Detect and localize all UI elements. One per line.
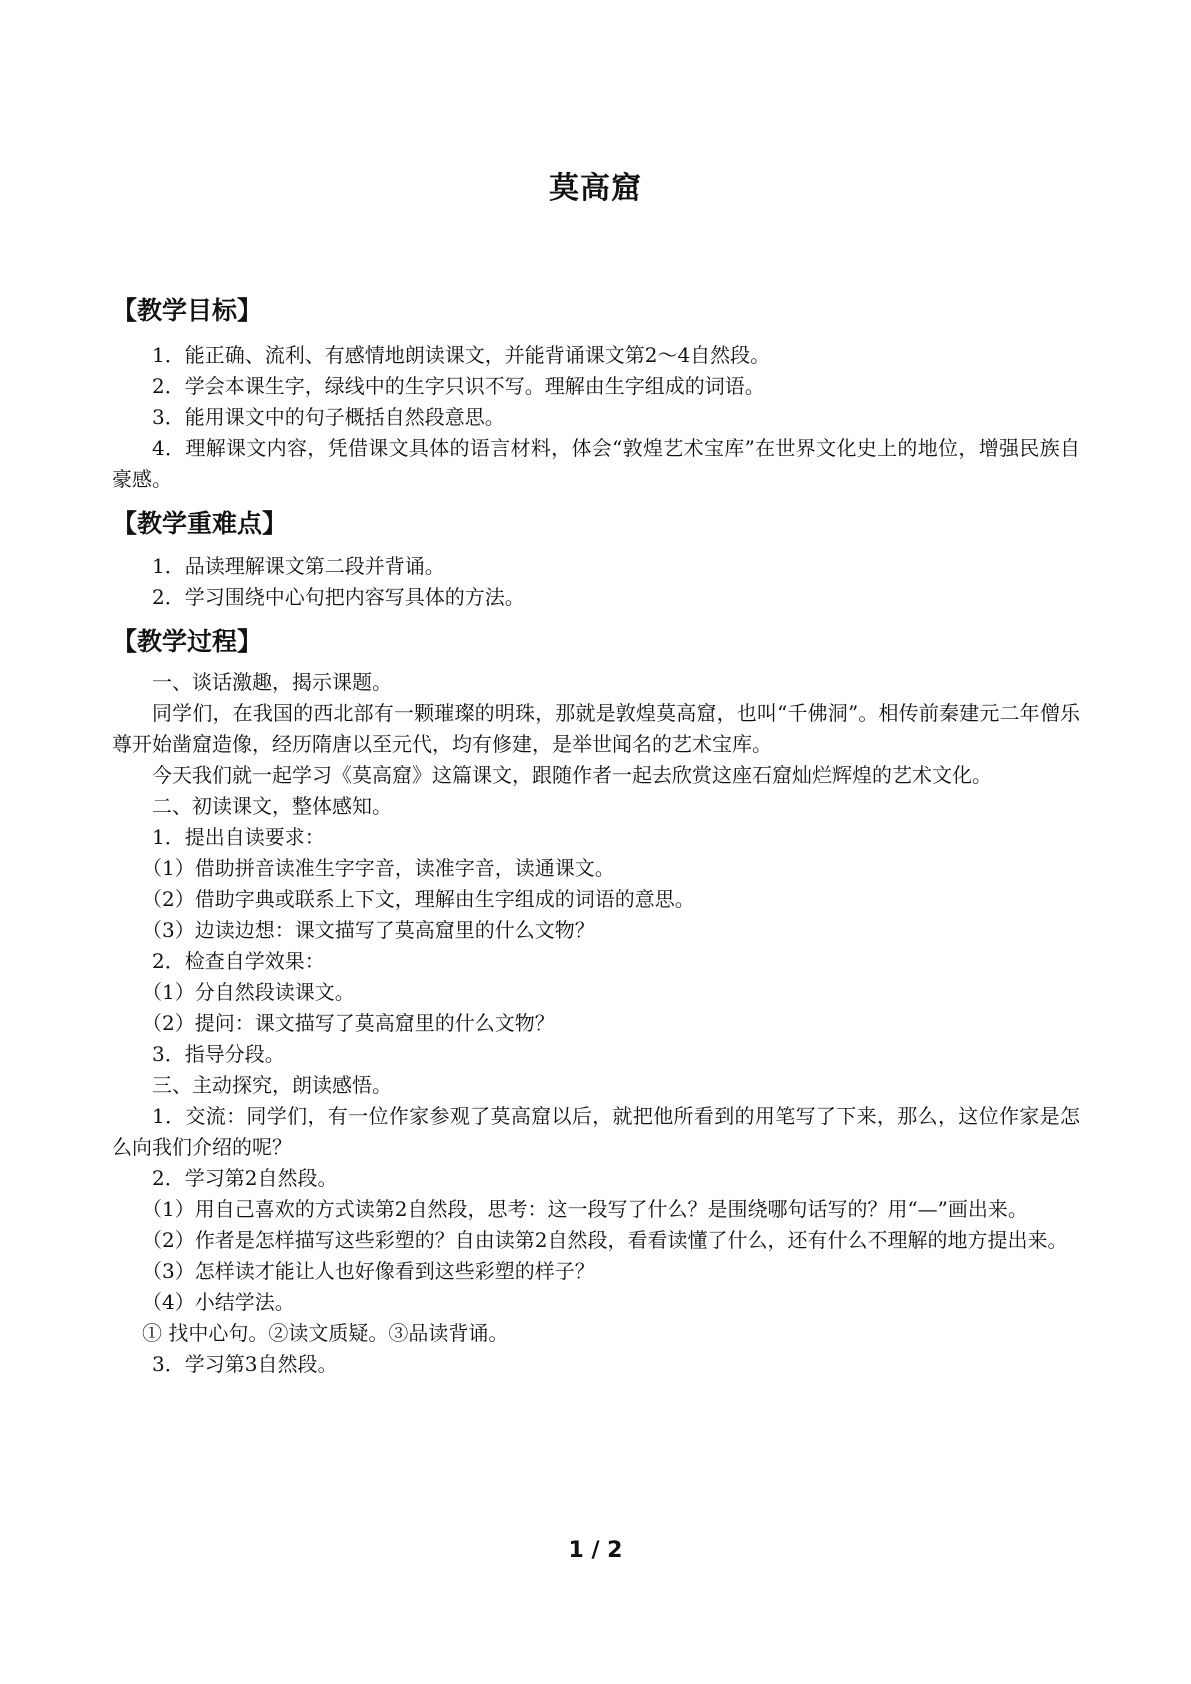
process-paragraph: 今天我们就一起学习《莫高窟》这篇课文，跟随作者一起去欣赏这座石窟灿烂辉煌的艺术文化。 (152, 763, 992, 787)
section-heading-objectives: 【教学目标】 (112, 296, 263, 325)
process-paragraph: 1．提出自读要求： (152, 825, 325, 849)
objective-item: 2．学会本课生字，绿线中的生字只识不写。理解由生字组成的词语。 (152, 374, 765, 398)
section-heading-difficulties: 【教学重难点】 (112, 509, 288, 538)
objective-item: 4．理解课文内容，凭借课文具体的语言材料，体会“敦煌艺术宝库”在世界文化史上的地位，增强民族自豪感。 (112, 436, 1080, 491)
process-paragraph: 二、初读课文，整体感知。 (152, 794, 392, 818)
process-paragraph: （2）提问：课文描写了莫高窟里的什么文物？ (142, 1011, 555, 1035)
difficulty-item: 1．品读理解课文第二段并背诵。 (152, 554, 445, 578)
difficulty-item: 2．学习围绕中心句把内容写具体的方法。 (152, 585, 525, 609)
difficulties-list (112, 551, 1080, 613)
objective-item: 3．能用课文中的句子概括自然段意思。 (152, 405, 505, 429)
process-paragraph: （3）怎样读才能让人也好像看到这些彩塑的样子？ (142, 1259, 595, 1283)
process-paragraph: 三、主动探究，朗读感悟。 (152, 1073, 392, 1097)
process-paragraph: 1．交流：同学们，有一位作家参观了莫高窟以后，就把他所看到的用笔写了下来，那么，这位作家是怎么向我们介绍的呢？ (112, 1104, 1080, 1159)
page-indicator: 1 / 2 (568, 1538, 623, 1563)
process-paragraph: 2．学习第2自然段。 (152, 1166, 338, 1190)
process-paragraph: （2）借助字典或联系上下文，理解由生字组成的词语的意思。 (142, 887, 695, 911)
process-body (112, 667, 1080, 1380)
process-paragraph: 一、谈话激趣，揭示课题。 (152, 670, 392, 694)
document-title: 莫高窟 (549, 171, 642, 206)
process-paragraph: （1）用自己喜欢的方式读第2自然段，思考：这一段写了什么？是围绕哪句话写的？用“—”画出来。 (142, 1197, 1028, 1221)
process-paragraph: 同学们，在我国的西北部有一颗璀璨的明珠，那就是敦煌莫高窟，也叫“千佛洞”。相传前秦建元二年僧乐尊开始凿窟造像，经历隋唐以至元代，均有修建，是举世闻名的艺术宝库。 (112, 701, 1080, 756)
process-paragraph: ① 找中心句。②读文质疑。③品读背诵。 (142, 1321, 509, 1345)
objectives-list (112, 340, 1080, 495)
process-paragraph: （1）分自然段读课文。 (142, 980, 355, 1004)
process-paragraph: 2．检查自学效果： (152, 949, 325, 973)
process-paragraph: （2）作者是怎样描写这些彩塑的？自由读第2自然段，看看读懂了什么，还有什么不理解的地方提出来。 (142, 1228, 1068, 1252)
process-paragraph: （3）边读边想：课文描写了莫高窟里的什么文物？ (142, 918, 595, 942)
process-paragraph: （4）小结学法。 (142, 1290, 295, 1314)
document-body (112, 292, 1080, 1380)
section-heading-process: 【教学过程】 (112, 627, 263, 656)
process-paragraph: 3．指导分段。 (152, 1042, 285, 1066)
process-paragraph: 3．学习第3自然段。 (152, 1352, 338, 1376)
objective-item: 1．能正确、流利、有感情地朗读课文，并能背诵课文第2～4自然段。 (152, 343, 771, 367)
process-paragraph: （1）借助拼音读准生字字音，读准字音，读通课文。 (142, 856, 615, 880)
